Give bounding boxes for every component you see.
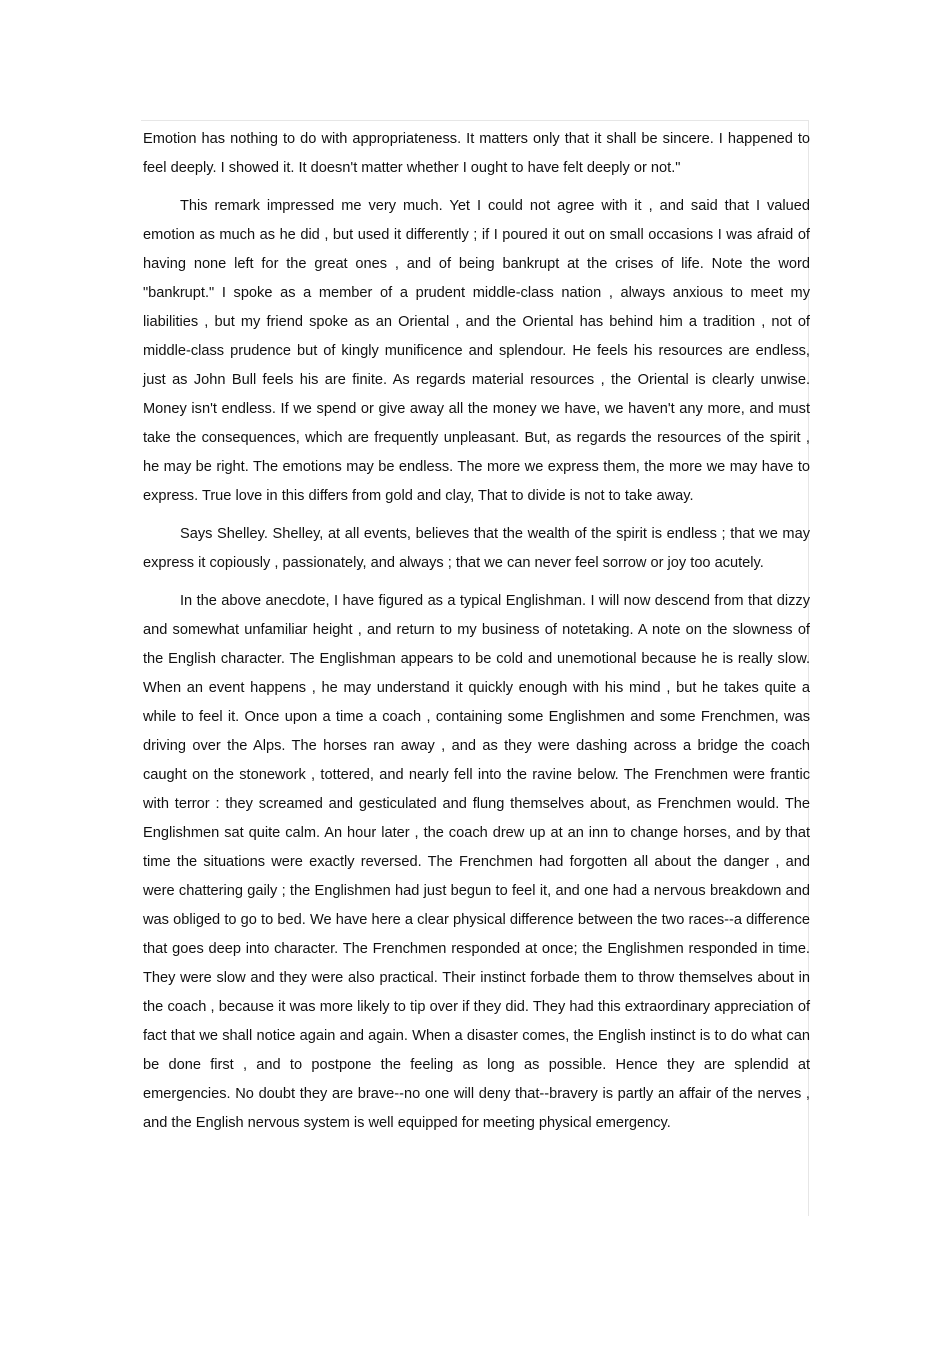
paragraph-1: Emotion has nothing to do with appropriateness. It matters only that it shall be sincere. I happened to feel deeply. I showed it. It doesn't matter whether I ought to have felt deeply or not." bbox=[143, 131, 810, 176]
paragraph-2: This remark impressed me very much. Yet I could not agree with it , and said that I valued emotion as much as he did , but used it differently ; if I poured it out on small occasions I was afraid of having none left for the great ones , and of being bankrupt at the crises of life. Note the word "bankrupt." I spoke as a member of a prudent middle-class nation , always anxious to meet my liabilities , but my friend spoke as an Oriental , and the Oriental has behind him a tradition , not of middle-class prudence but of kingly munificence and splendour. He feels his resources are endless, just as John Bull feels his are finite. As regards material resources , the Oriental is clearly unwise. Money isn't endless. If we spend or give away all the money we have, we haven't any more, and must take the consequences, which are frequently unpleasant. But, as regards the resources of the spirit , he may be right. The emotions may be endless. The more we express them, the more we may have to express. True love in this differs from gold and clay, That to divide is not to take away. bbox=[143, 198, 810, 504]
paragraph-4: In the above anecdote, I have figured as a typical Englishman. I will now descend from that dizzy and somewhat unfamiliar height , and return to my business of notetaking. A note on the slowness of the English character. The Englishman appears to be cold and unemotional because he is really slow. When an event happens , he may understand it quickly enough with his mind , but he takes quite a while to feel it. Once upon a time a coach , containing some Englishmen and some Frenchmen, was driving over the Alps. The horses ran away , and as they were dashing across a bridge the coach caught on the stonework , tottered, and nearly fell into the ravine below. The Frenchmen were frantic with terror : they screamed and gesticulated and flung themselves about, as Frenchmen would. The Englishmen sat quite calm. An hour later , the coach drew up at an inn to change horses, and by that time the situations were exactly reversed. The Frenchmen had forgotten all about the danger , and were chattering gaily ; the Englishmen had just begun to feel it, and one had a nervous breakdown and was obliged to go to bed. We have here a clear physical difference between the two races--a difference that goes deep into character. The Frenchmen responded at once; the Englishmen responded in time. They were slow and they were also practical. Their instinct forbade them to throw themselves about in the coach , because it was more likely to tip over if they did. They had this extraordinary appreciation of fact that we shall notice again and again. When a disaster comes, the English instinct is to do what can be done first , and to postpone the feeling as long as possible. Hence they are splendid at emergencies. No doubt they are brave--no one will deny that--bravery is partly an affair of the nerves , and the English nervous system is well equipped for meeting physical emergency. bbox=[143, 593, 810, 1131]
document-body bbox=[143, 125, 810, 1147]
paragraph-3: Says Shelley. Shelley, at all events, believes that the wealth of the spirit is endless ; that we may express it copiously , passionately, and always ; that we can never feel sorrow or joy too acutely. bbox=[143, 526, 810, 571]
